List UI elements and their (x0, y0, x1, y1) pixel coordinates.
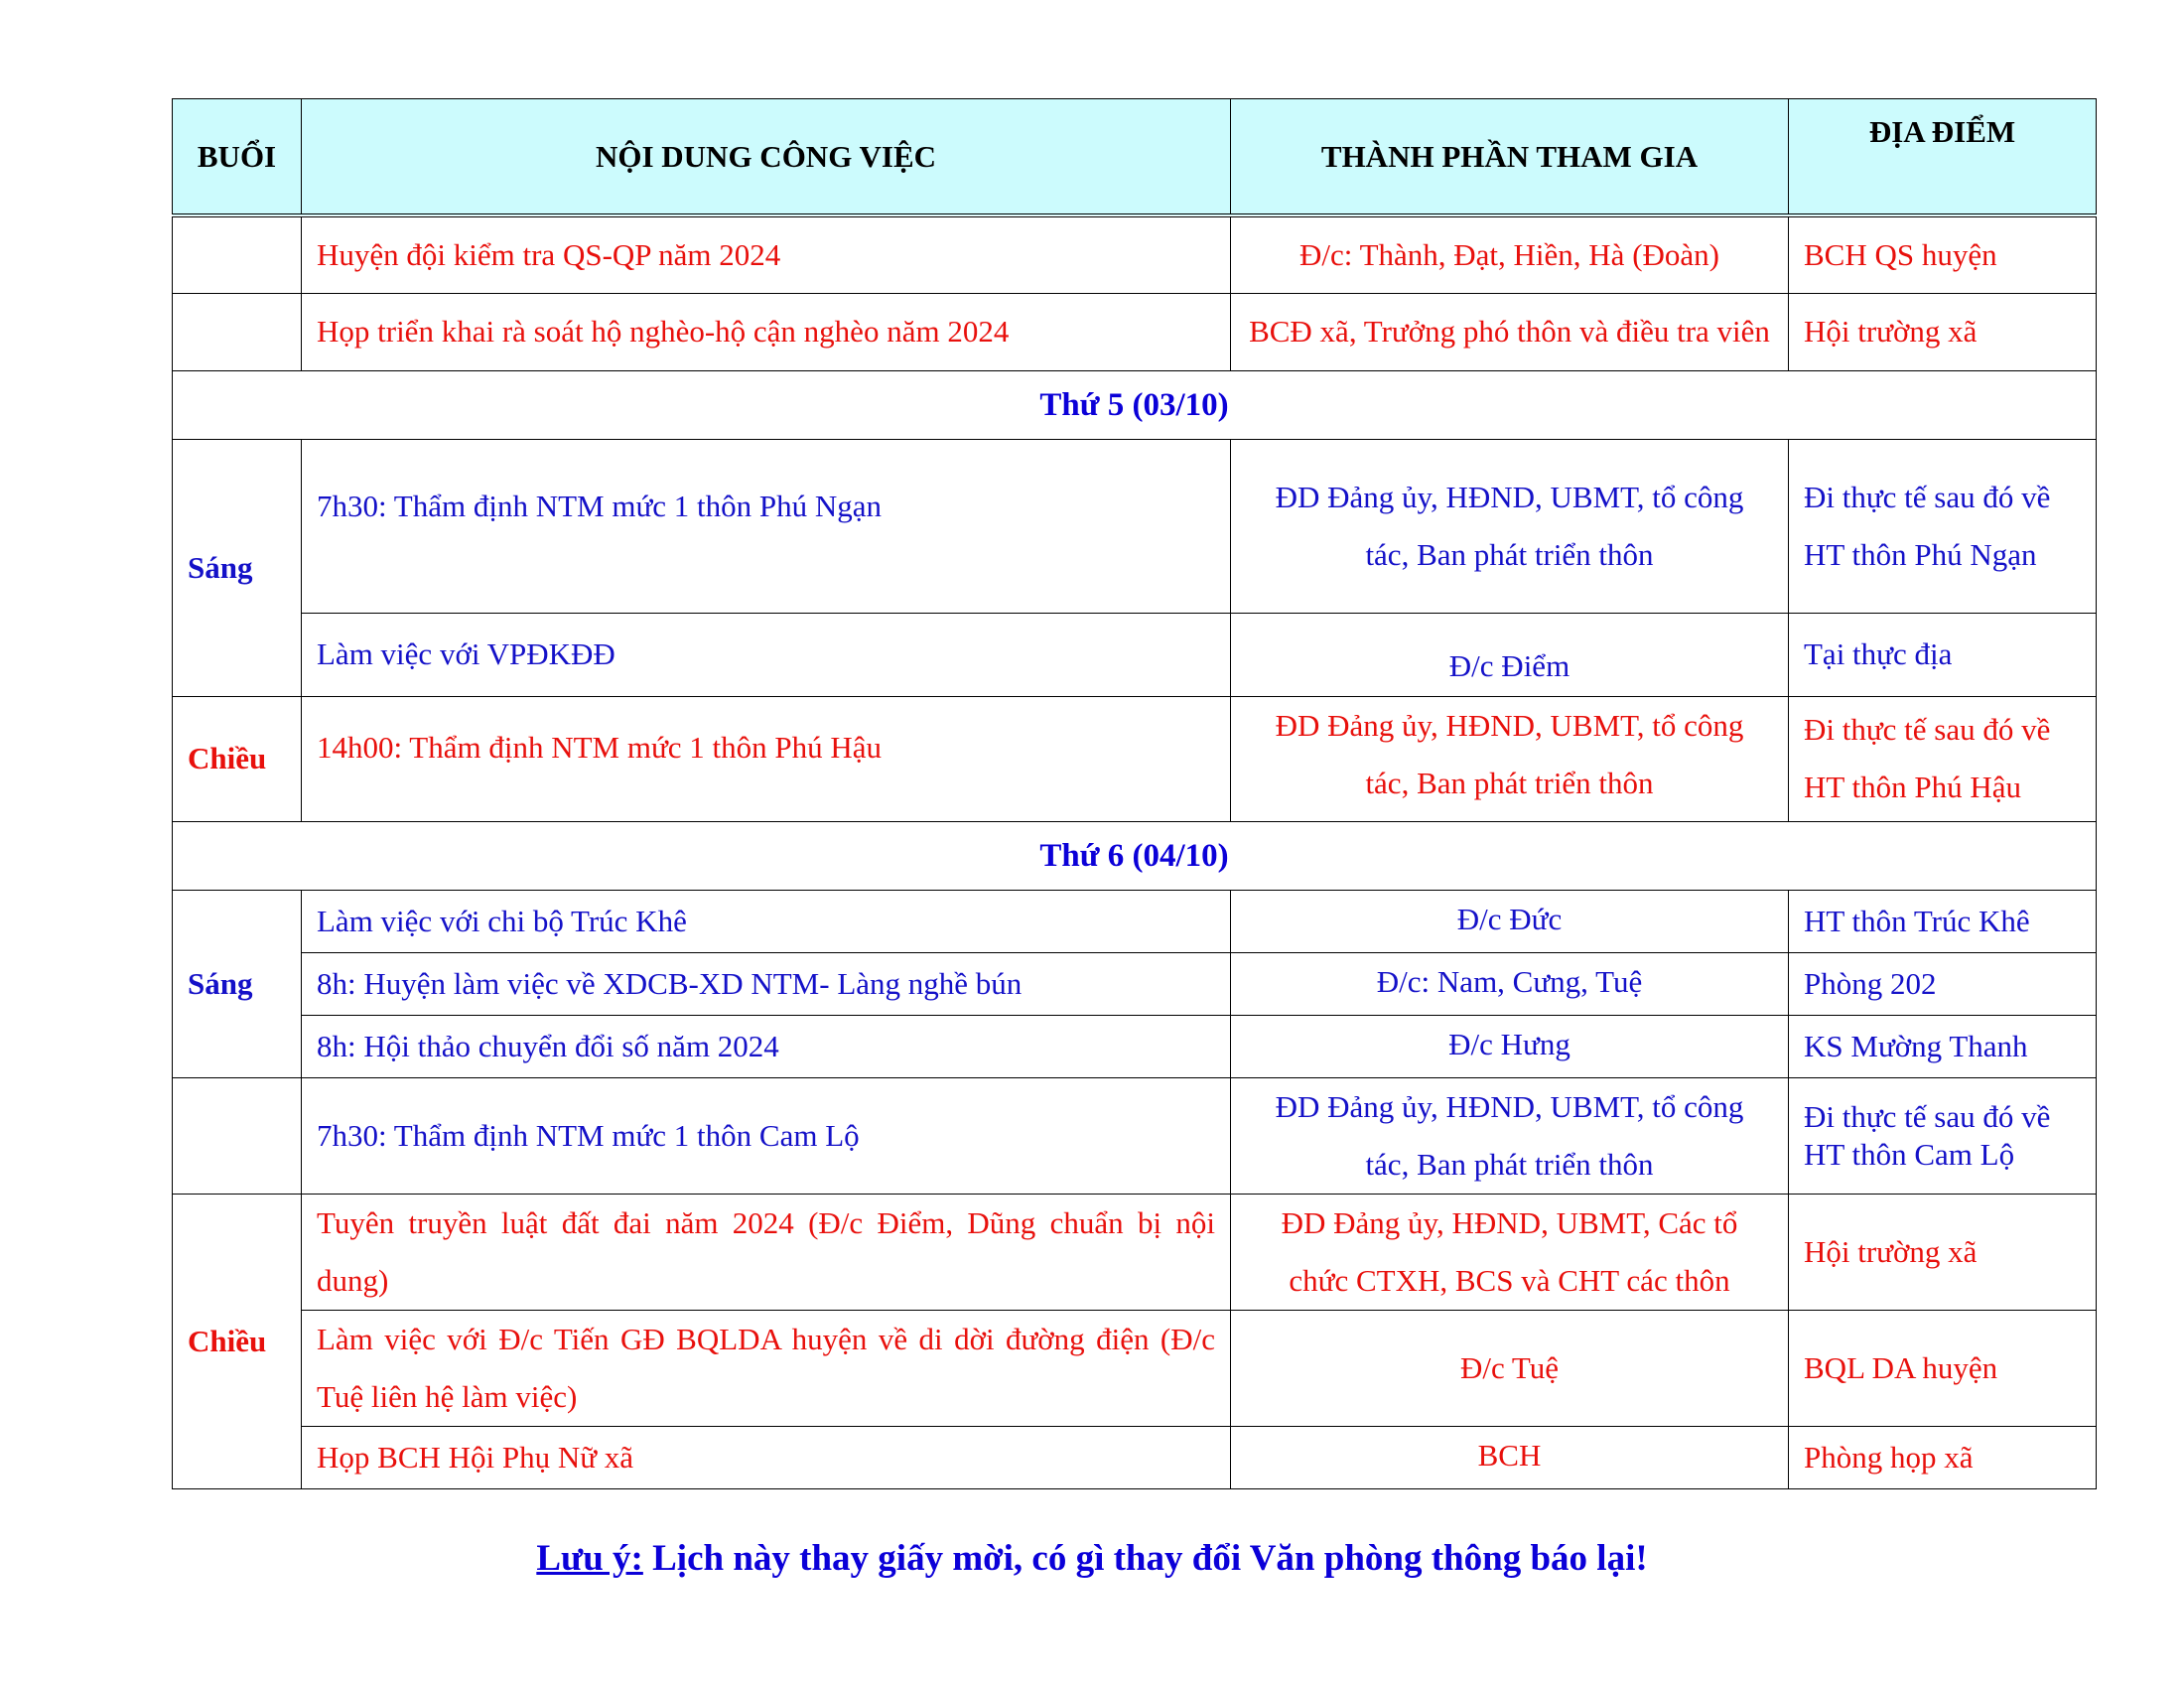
header-location: ĐỊA ĐIỂM (1789, 99, 2097, 216)
session-label-sang: Sáng (173, 890, 302, 1077)
header-content: NỘI DUNG CÔNG VIỆC (302, 99, 1231, 216)
session-cell (173, 215, 302, 293)
day-header-row (173, 821, 2097, 890)
location-line: HT thôn Phú Ngạn (1804, 536, 2037, 572)
task-participants: Đ/c Đức (1231, 890, 1789, 952)
table-row (173, 696, 2097, 821)
task-participants (1231, 1194, 1789, 1310)
table-row (173, 1077, 2097, 1194)
participants-line: ĐD Đảng ủy, HĐND, UBMT, tổ công (1275, 1088, 1744, 1124)
task-content: 7h30: Thẩm định NTM mức 1 thôn Phú Ngạn (302, 439, 1231, 613)
day-title-thu5: Thứ 5 (03/10) (173, 370, 2097, 439)
table-row (173, 439, 2097, 613)
table-row (173, 952, 2097, 1015)
task-content: Làm việc với Đ/c Tiến GĐ BQLDA huyện về di dời đường điện (Đ/c Tuệ liên hệ làm việc) (302, 1310, 1231, 1426)
table-row (173, 613, 2097, 696)
task-content: Họp triển khai rà soát hộ nghèo-hộ cận nghèo năm 2024 (302, 293, 1231, 370)
task-location: Hội trường xã (1789, 293, 2097, 370)
location-line: HT thôn Cam Lộ (1804, 1136, 2015, 1172)
task-content: Huyện đội kiểm tra QS-QP năm 2024 (302, 215, 1231, 293)
table-row (173, 1194, 2097, 1310)
session-label-chieu: Chiều (173, 696, 302, 821)
participants-line: tác, Ban phát triển thôn (1365, 536, 1654, 572)
participants-line: ĐD Đảng ủy, HĐND, UBMT, tổ công (1275, 479, 1744, 514)
task-location (1789, 1077, 2097, 1194)
participants-line: ĐD Đảng ủy, HĐND, UBMT, Các tổ (1281, 1204, 1738, 1240)
session-label-chieu: Chiều (173, 1194, 302, 1488)
task-participants (1231, 696, 1789, 821)
task-location: HT thôn Trúc Khê (1789, 890, 2097, 952)
day-header-row (173, 370, 2097, 439)
task-content: 8h: Hội thảo chuyển đổi số năm 2024 (302, 1015, 1231, 1077)
task-participants: Đ/c Hưng (1231, 1015, 1789, 1077)
task-location: KS Mường Thanh (1789, 1015, 2097, 1077)
location-line: Đi thực tế sau đó về (1804, 479, 2051, 514)
session-cell (173, 1077, 302, 1194)
task-location (1789, 439, 2097, 613)
session-cell (173, 293, 302, 370)
task-location: BQL DA huyện (1789, 1310, 2097, 1426)
task-content: Làm việc với VPĐKĐĐ (302, 613, 1231, 696)
task-location: Tại thực địa (1789, 613, 2097, 696)
day-title-thu6: Thứ 6 (04/10) (173, 821, 2097, 890)
task-participants (1231, 1077, 1789, 1194)
task-participants: Đ/c Tuệ (1231, 1310, 1789, 1426)
task-location: BCH QS huyện (1789, 215, 2097, 293)
task-content: Làm việc với chi bộ Trúc Khê (302, 890, 1231, 952)
task-location: Hội trường xã (1789, 1194, 2097, 1310)
task-participants (1231, 439, 1789, 613)
table-row (173, 890, 2097, 952)
participants-line: ĐD Đảng ủy, HĐND, UBMT, tổ công (1275, 707, 1744, 743)
table-row (173, 1015, 2097, 1077)
task-participants: BCH (1231, 1426, 1789, 1488)
task-content: Họp BCH Hội Phụ Nữ xã (302, 1426, 1231, 1488)
task-participants: BCĐ xã, Trưởng phó thôn và điều tra viên (1231, 293, 1789, 370)
task-location: Phòng 202 (1789, 952, 2097, 1015)
task-location: Phòng họp xã (1789, 1426, 2097, 1488)
location-line: Đi thực tế sau đó về (1804, 712, 2051, 747)
task-location (1789, 696, 2097, 821)
task-participants: Đ/c: Nam, Cưng, Tuệ (1231, 952, 1789, 1015)
task-content: 14h00: Thẩm định NTM mức 1 thôn Phú Hậu (302, 696, 1231, 821)
participants-line: chức CTXH, BCS và CHT các thôn (1289, 1262, 1730, 1298)
task-content: 7h30: Thẩm định NTM mức 1 thôn Cam Lộ (302, 1077, 1231, 1194)
task-content: 8h: Huyện làm việc về XDCB-XD NTM- Làng nghề bún (302, 952, 1231, 1015)
task-content: Tuyên truyền luật đất đai năm 2024 (Đ/c Điểm, Dũng chuẩn bị nội dung) (302, 1194, 1231, 1310)
location-line: Đi thực tế sau đó về (1804, 1098, 2051, 1134)
table-row (173, 215, 2097, 293)
table-row (173, 293, 2097, 370)
header-participants: THÀNH PHẦN THAM GIA (1231, 99, 1789, 216)
session-label-sang: Sáng (173, 439, 302, 696)
table-row (173, 1310, 2097, 1426)
table-header-row (173, 99, 2097, 216)
task-participants: Đ/c: Thành, Đạt, Hiền, Hà (Đoàn) (1231, 215, 1789, 293)
location-line: HT thôn Phú Hậu (1804, 770, 2022, 804)
header-session: BUỔI (173, 99, 302, 216)
schedule-table (172, 98, 2097, 1489)
footer-note (0, 1537, 2184, 1580)
note-text: Lịch này thay giấy mời, có gì thay đổi Văn phòng thông báo lại! (642, 1538, 1648, 1579)
note-label: Lưu ý: (536, 1538, 643, 1579)
table-row (173, 1426, 2097, 1488)
task-participants: Đ/c Điểm (1231, 613, 1789, 696)
participants-line: tác, Ban phát triển thôn (1365, 1146, 1654, 1182)
participants-line: tác, Ban phát triển thôn (1365, 765, 1654, 800)
